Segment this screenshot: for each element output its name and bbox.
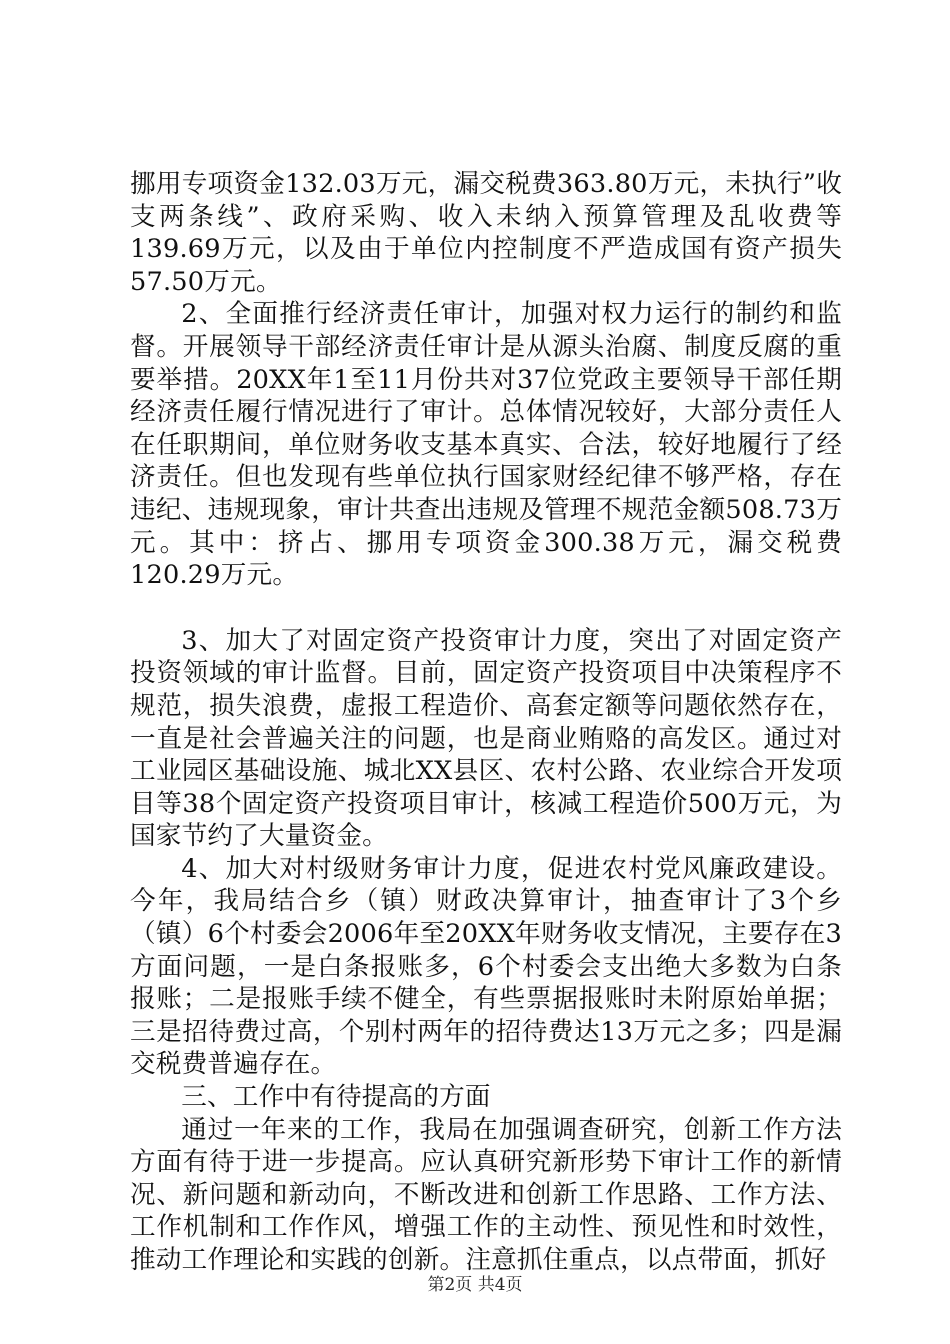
paragraph-improvements: 通过一年来的工作，我局在加强调查研究，创新工作方法方面有待于进一步提高。应认真研究新形势下审计工作的新情况、新问题和新动向，不断改进和创新工作思路、工作方法、工作机制和工作作风，增强工作的主动性、预见性和时效性，推动工作理论和实践的创新。注意抓住重点，以点带面，抓好 xyxy=(130,1114,842,1275)
section-heading-improvements: 三、工作中有待提高的方面 xyxy=(181,1082,491,1113)
paragraph-continuation: 挪用专项资金132.03万元，漏交税费363.80万元，未执行”收支两条线”、政府采购、收入未纳入预算管理及乱收费等139.69万元，以及由于单位内控制度不严造成国有资产损失57.50万元。 xyxy=(130,169,842,297)
paragraph-fixed-asset-audit: 3、加大了对固定资产投资审计力度，突出了对固定资产投资领域的审计监督。目前，固定资产投资项目中决策程序不规范，损失浪费，虚报工程造价、高套定额等问题依然存在，一直是社会普遍关注的问题，也是商业贿赂的高发区。通过对工业园区基础设施、城北XX县区、农村公路、农业综合开发项目等38个固定资产投资项目审计，核减工程造价500万元，为国家节约了大量资金。 xyxy=(130,625,842,852)
paragraph-spacer xyxy=(130,592,842,625)
page-number-footer: 第2页 共4页 xyxy=(427,1275,523,1295)
paragraph-economic-responsibility-audit: 2、全面推行经济责任审计，加强对权力运行的制约和监督。开展领导干部经济责任审计是从源头治腐、制度反腐的重要举措。20XX年1至11月份共对37位党政主要领导干部任期经济责任履行情况进行了审计。总体情况较好，大部分责任人在任职期间，单位财务收支基本真实、合法，较好地履行了经济责任。但也发现有些单位执行国家财经纪律不够严格，存在违纪、违规现象，审计共查出违规及管理不规范金额508.73万元。其中：挤占、挪用专项资金300.38万元，漏交税费120.29万元。 xyxy=(130,299,842,591)
document-body xyxy=(130,168,842,1277)
paragraph-village-finance-audit: 4、加大对村级财务审计力度，促进农村党风廉政建设。今年，我局结合乡（镇）财政决算审计，抽查审计了3个乡（镇）6个村委会2006年至20XX年财务收支情况，主要存在3方面问题，一是白条报账多，6个村委会支出绝大多数为白条报账；二是报账手续不健全，有些票据报账时未附原始单据；三是招待费过高，个别村两年的招待费达13万元之多；四是漏交税费普遍存在。 xyxy=(130,853,842,1080)
